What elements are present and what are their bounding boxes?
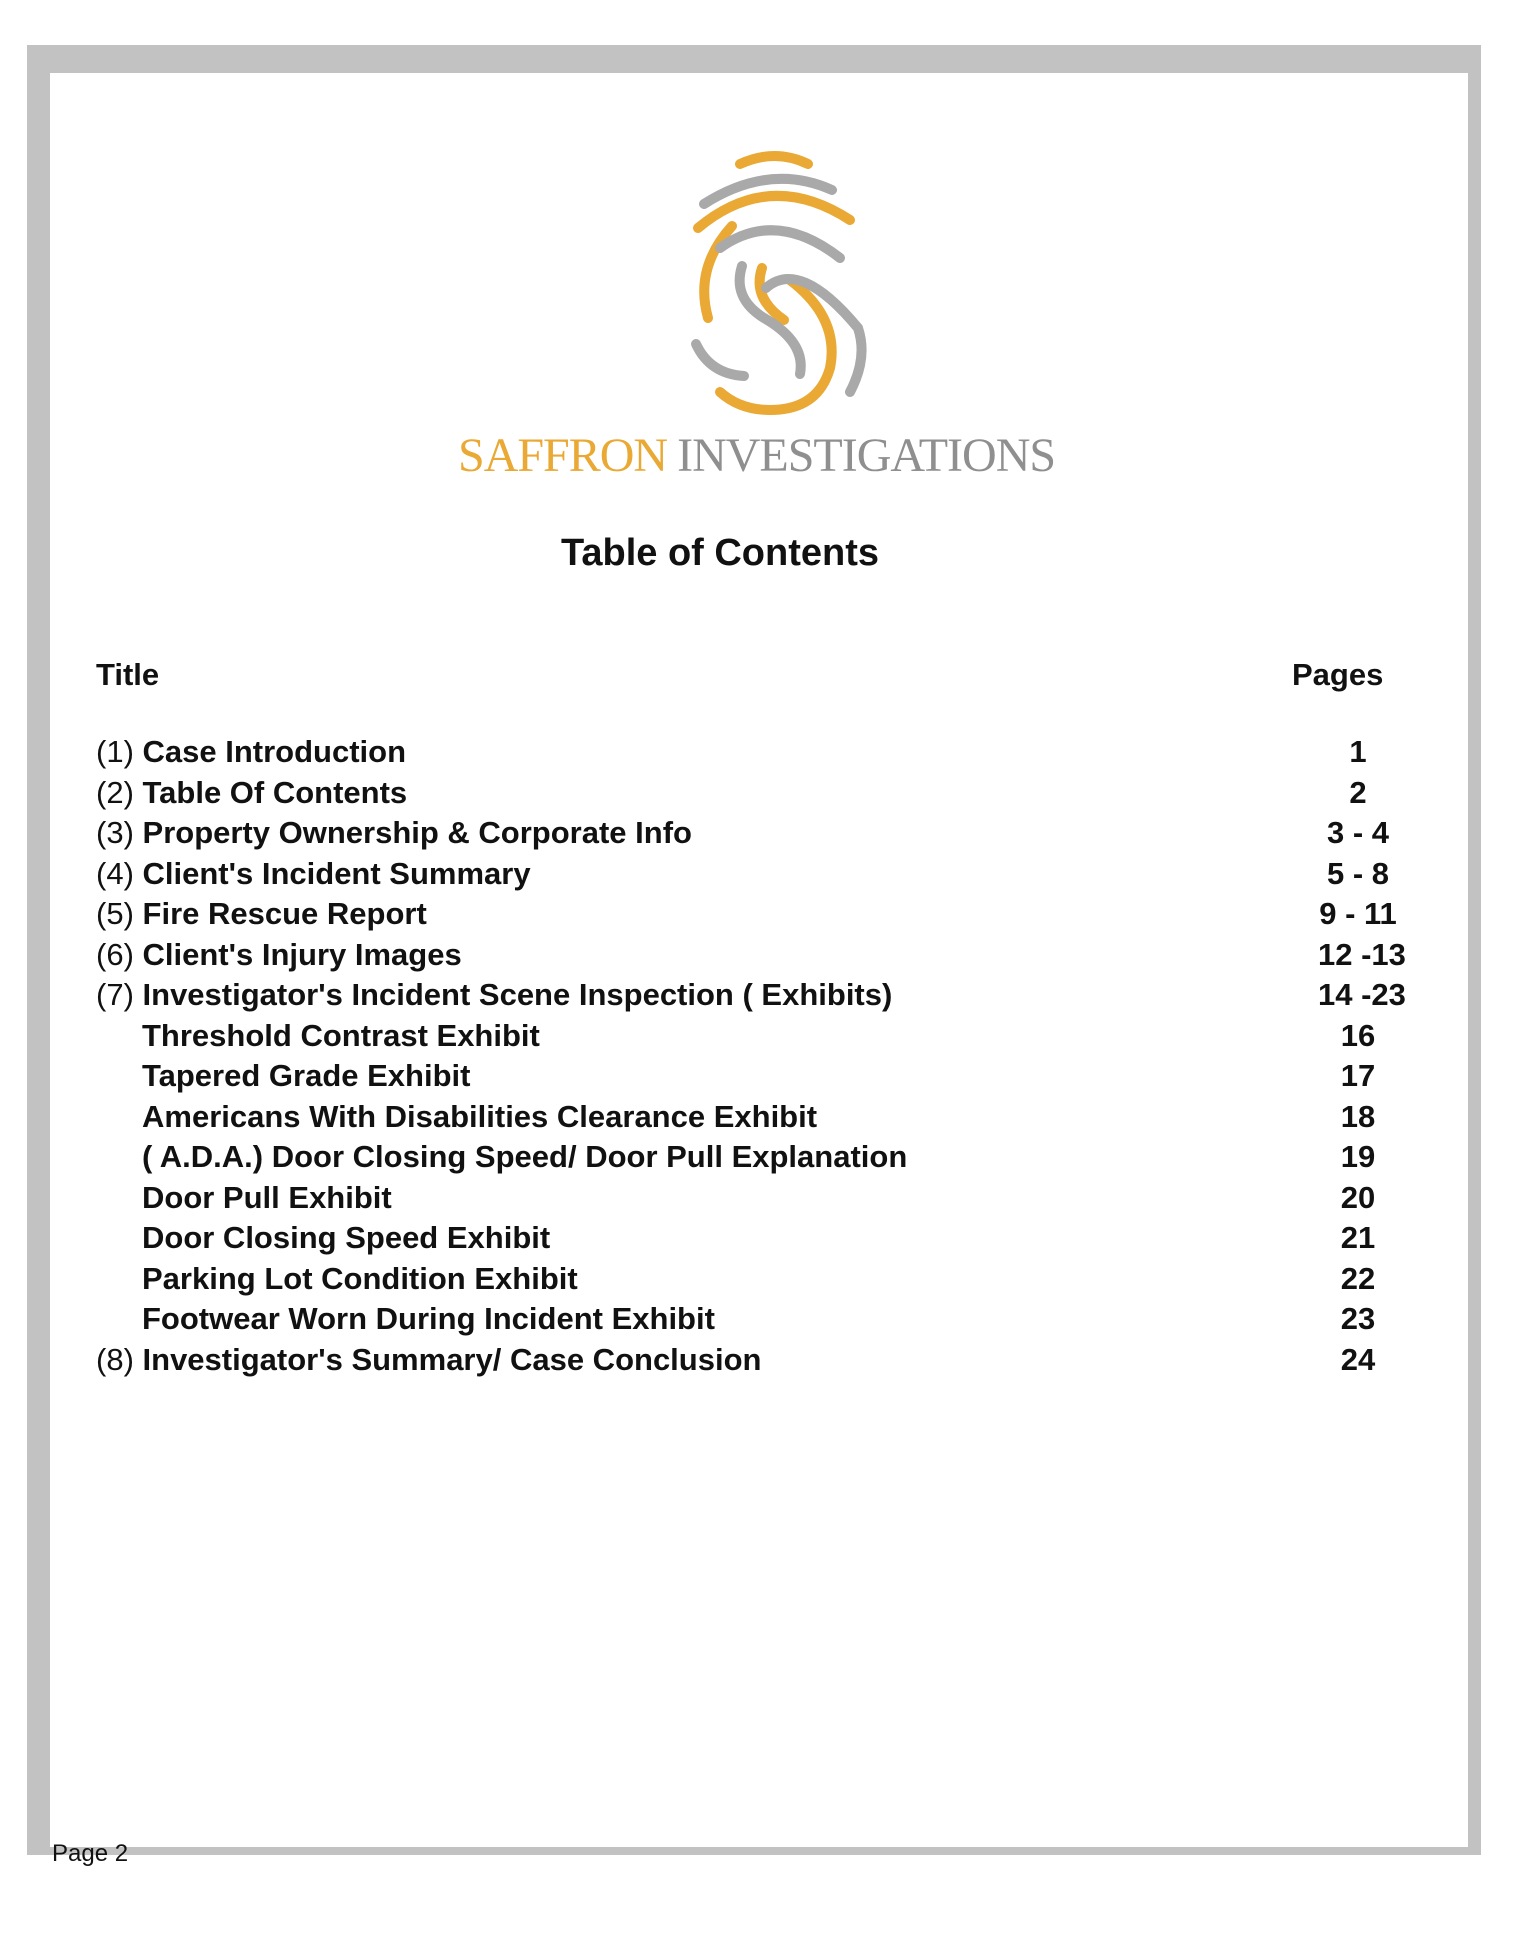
toc-entry-title: Client's Injury Images xyxy=(142,936,462,972)
brand-name xyxy=(458,428,1108,483)
toc-entry-label xyxy=(96,896,427,932)
toc-entry-title: Door Closing Speed Exhibit xyxy=(142,1220,551,1255)
toc-entry-pages: 12 -13 xyxy=(1318,936,1406,972)
toc-entry-pages: 16 xyxy=(1340,1017,1376,1053)
toc-entry-title: Property Ownership & Corporate Info xyxy=(142,815,692,850)
toc-entry-pages: 9 - 11 xyxy=(1319,896,1397,931)
toc-entry xyxy=(96,1058,1426,1099)
toc-entry-title: Tapered Grade Exhibit xyxy=(142,1058,471,1093)
toc-entry-number: (1) xyxy=(96,734,134,769)
toc-entry-number: (2) xyxy=(96,774,134,810)
toc-entry-title: Americans With Disabilities Clearance Exhibit xyxy=(142,1098,818,1134)
toc-entry xyxy=(96,1342,1426,1383)
toc-entry-number: (8) xyxy=(96,1341,134,1377)
toc-entry xyxy=(96,1018,1426,1059)
toc-entry-pages: 18 xyxy=(1340,1098,1376,1134)
toc-entry-title: Case Introduction xyxy=(142,734,407,769)
toc-entry-pages: 19 xyxy=(1340,1139,1376,1174)
toc-entry-label xyxy=(96,937,462,973)
toc-entry-label xyxy=(142,1180,392,1216)
toc-entry xyxy=(96,1301,1426,1342)
toc-entry-title: Investigator's Summary/ Case Conclusion xyxy=(142,1341,762,1377)
toc-entry-label xyxy=(96,1342,761,1378)
toc-entry-title: Threshold Contrast Exhibit xyxy=(142,1017,540,1053)
toc-entry-label xyxy=(96,977,892,1013)
toc-entry-label xyxy=(96,815,692,851)
fingerprint-icon xyxy=(680,148,870,424)
toc-entry-label xyxy=(142,1220,550,1256)
toc-entry-pages: 17 xyxy=(1340,1058,1376,1093)
toc-entry-pages: 23 xyxy=(1340,1301,1376,1336)
toc-entry-title: Investigator's Incident Scene Inspection ( Exhibits) xyxy=(142,977,893,1012)
toc-entry-label xyxy=(142,1058,470,1094)
brand-name-investigations: INVESTIGATIONS xyxy=(677,429,1056,482)
toc-entry-title: Parking Lot Condition Exhibit xyxy=(142,1260,578,1296)
column-header-title: Title xyxy=(96,657,160,692)
toc-entry xyxy=(96,775,1426,816)
brand-name-saffron: SAFFRON xyxy=(458,429,668,482)
toc-entry-number: (3) xyxy=(96,815,134,850)
toc-entry-title: Client's Incident Summary xyxy=(142,855,531,891)
column-header-pages: Pages xyxy=(1292,657,1384,692)
toc-entry-number: (6) xyxy=(96,936,134,972)
toc-entry xyxy=(96,937,1426,978)
toc-entry-pages: 14 -23 xyxy=(1318,977,1406,1012)
toc-entry-pages: 1 xyxy=(1349,734,1367,769)
toc-entry-label xyxy=(142,1018,540,1054)
toc-entry-pages: 20 xyxy=(1340,1179,1376,1215)
toc-entry-label xyxy=(142,1099,817,1135)
toc-entry-number: (5) xyxy=(96,896,134,931)
page-title: Table of Contents xyxy=(560,532,880,574)
toc-entry-label xyxy=(96,734,406,770)
toc-entry xyxy=(96,815,1426,856)
toc-entry xyxy=(96,856,1426,897)
toc-entry-number: (7) xyxy=(96,977,134,1012)
toc-entry-label xyxy=(96,856,531,892)
toc-entry-pages: 3 - 4 xyxy=(1326,815,1390,850)
toc-entry-pages: 24 xyxy=(1340,1341,1376,1377)
toc-entry-pages: 5 - 8 xyxy=(1326,855,1390,891)
toc-entry xyxy=(96,977,1426,1018)
toc-entry-number: (4) xyxy=(96,855,134,891)
toc-entry-label xyxy=(142,1139,907,1175)
toc-entry-label xyxy=(96,775,407,811)
toc-entry xyxy=(96,1261,1426,1302)
toc-entry xyxy=(96,734,1426,775)
toc-entry-pages: 22 xyxy=(1340,1260,1376,1296)
page-number: Page 2 xyxy=(52,1840,129,1867)
toc-entry-title: ( A.D.A.) Door Closing Speed/ Door Pull Explanation xyxy=(142,1139,908,1174)
toc-entry xyxy=(96,1180,1426,1221)
toc-entry xyxy=(96,896,1426,937)
toc-entry-label xyxy=(142,1301,715,1337)
toc-entry-pages: 21 xyxy=(1340,1220,1376,1255)
toc-list xyxy=(96,734,1426,1382)
toc-entry xyxy=(96,1139,1426,1180)
toc-entry xyxy=(96,1220,1426,1261)
toc-entry-label xyxy=(142,1261,578,1297)
toc-entry-title: Door Pull Exhibit xyxy=(142,1179,392,1215)
toc-entry-title: Table Of Contents xyxy=(142,774,408,810)
toc-entry-pages: 2 xyxy=(1349,774,1367,810)
toc-entry-title: Footwear Worn During Incident Exhibit xyxy=(142,1301,715,1336)
toc-entry xyxy=(96,1099,1426,1140)
toc-entry-title: Fire Rescue Report xyxy=(142,896,427,931)
